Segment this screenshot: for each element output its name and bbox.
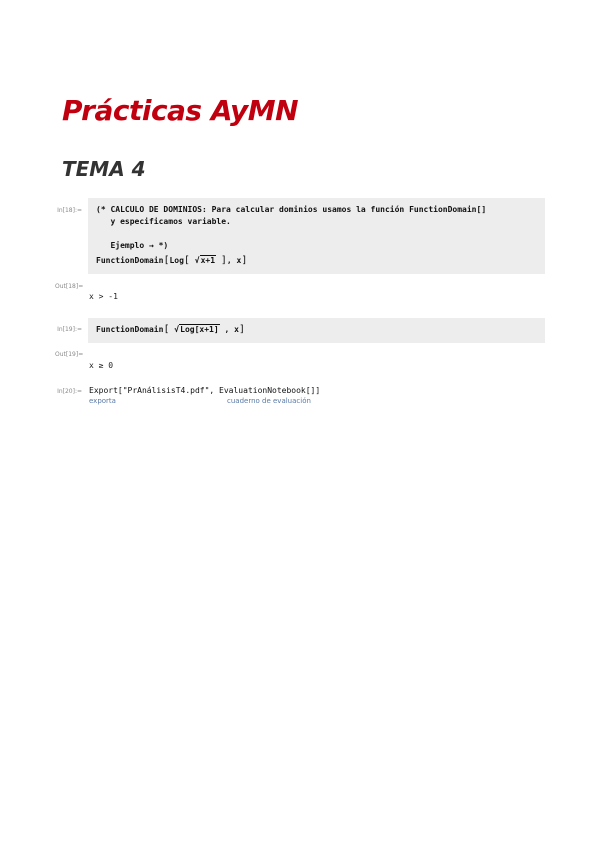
comment-line-3: Ejemplo → *) xyxy=(96,241,169,250)
function-name: FunctionDomain xyxy=(96,325,164,334)
export-hint: exporta xyxy=(89,397,116,405)
close-bracket-icon: ] xyxy=(220,255,227,266)
notebook-title: Prácticas AyMN xyxy=(62,94,299,127)
variable-arg: , x xyxy=(226,256,242,265)
variable-arg: , x xyxy=(224,325,239,334)
evaluation-notebook-hint: cuaderno de evaluación xyxy=(227,397,311,405)
close-bracket-icon: ] xyxy=(241,255,248,266)
comment-line-1: (* CALCULO DE DOMINIOS: Para calcular dominios usamos la función FunctionDomain[] xyxy=(96,205,487,214)
output-label-19: Out[19]= xyxy=(55,351,84,358)
open-bracket-icon: [ xyxy=(163,255,170,266)
section-heading: TEMA 4 xyxy=(62,157,146,181)
input-label-18: In[18]:= xyxy=(57,207,82,214)
output-value-18: x > -1 xyxy=(89,292,118,301)
comment-line-2: y especificamos variable. xyxy=(96,217,231,226)
input-label-20: In[20]:= xyxy=(57,388,82,395)
output-label-18: Out[18]= xyxy=(55,283,84,290)
open-bracket-icon: [ xyxy=(183,255,190,266)
sqrt-icon: √ xyxy=(174,325,180,334)
function-name: FunctionDomain xyxy=(96,256,164,265)
close-bracket-icon: ] xyxy=(238,324,245,335)
sqrt-radicand: Log[x+1] xyxy=(180,325,219,334)
function-domain-expression-19[interactable] xyxy=(96,324,245,336)
output-value-19: x ≥ 0 xyxy=(89,361,114,370)
sqrt-radicand: x+1 xyxy=(200,256,216,265)
function-domain-expression-18[interactable] xyxy=(96,255,247,267)
export-code[interactable]: Export["PrAnálisisT4.pdf", EvaluationNotebook[]] xyxy=(89,386,321,395)
log-function: Log xyxy=(169,256,184,265)
sqrt-icon: √ xyxy=(194,256,200,265)
input-label-19: In[19]:= xyxy=(57,326,82,333)
open-bracket-icon: [ xyxy=(163,324,170,335)
